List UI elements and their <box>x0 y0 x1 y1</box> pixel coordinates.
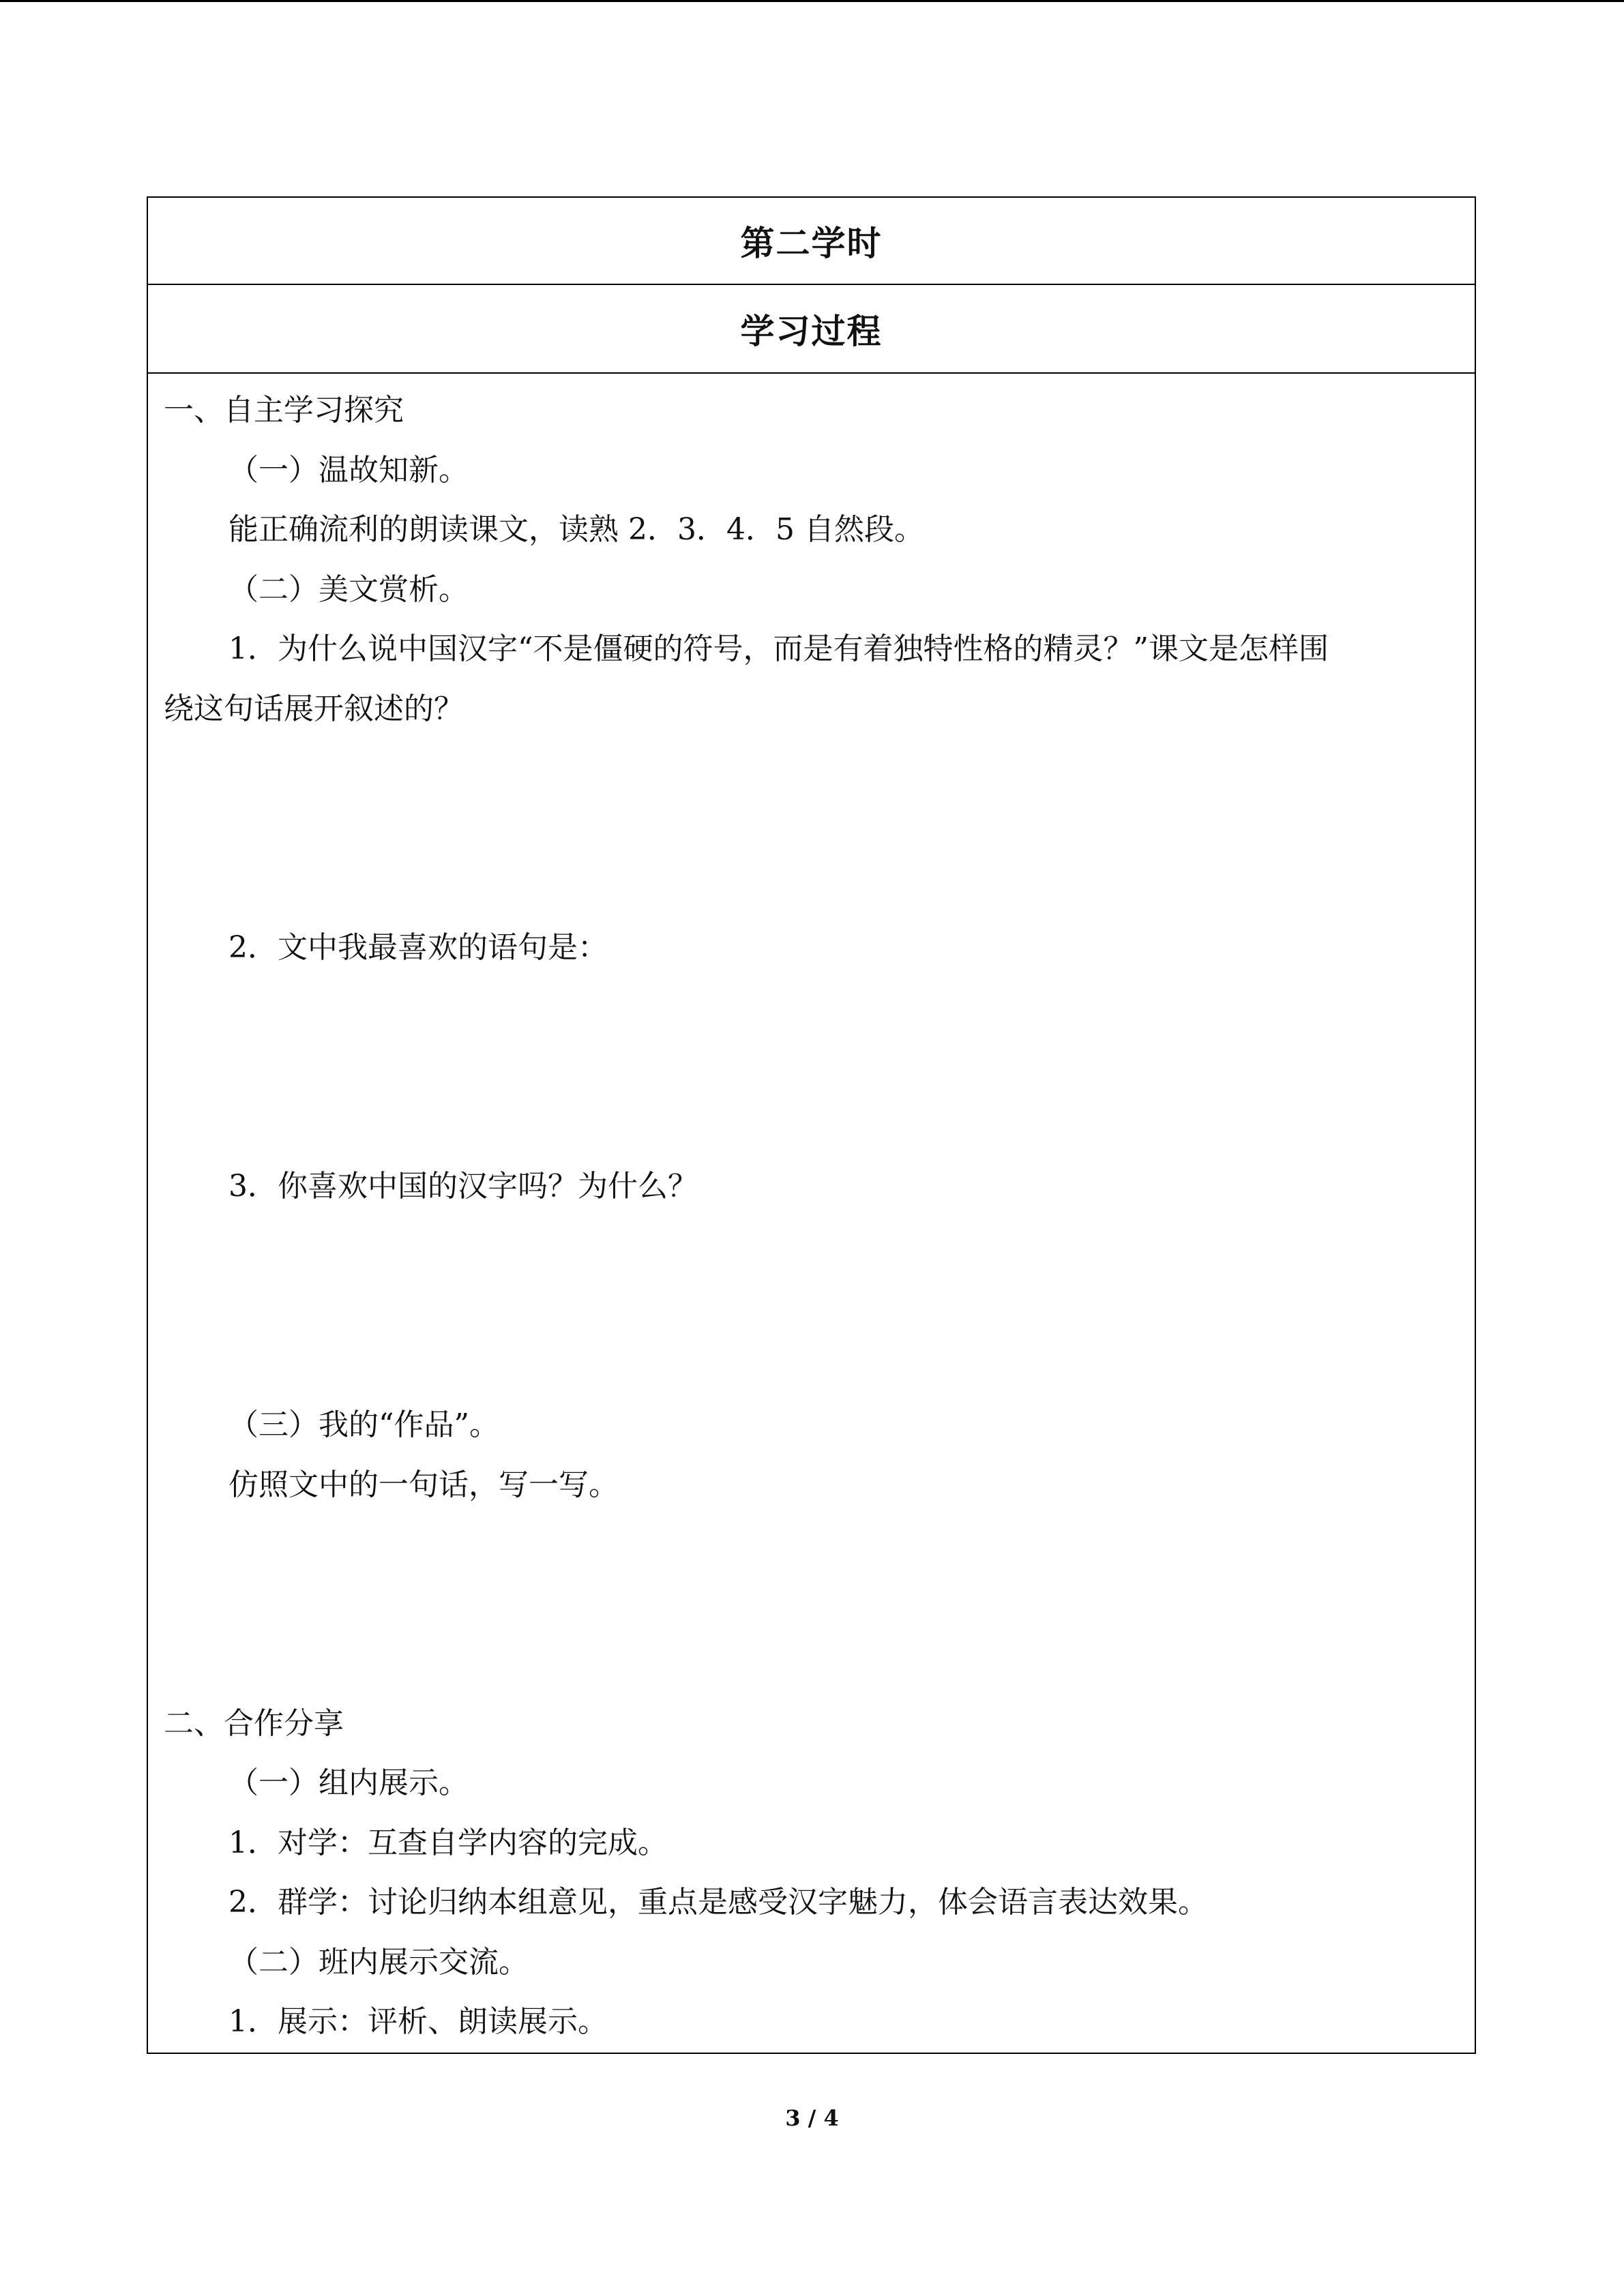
instruction-text: 能正确流利的朗读课文，读熟 2．3．4．5 自然段。 <box>228 512 924 547</box>
lesson-table <box>147 196 1476 2054</box>
subsection-class-exchange: （二）班内展示交流。 <box>228 1945 529 1980</box>
subsection-appreciation: （二）美文赏析。 <box>228 572 469 607</box>
subsection-review: （一）温故知新。 <box>228 453 469 488</box>
subsection-my-work: （三）我的“作品”。 <box>228 1407 499 1442</box>
display-item: 1．展示：评析、朗读展示。 <box>228 2004 608 2039</box>
section-heading-self-study: 一、自主学习探究 <box>164 393 404 428</box>
section-heading-cooperation: 二、合作分享 <box>164 1706 344 1741</box>
pair-study-item: 1．对学：互查自学内容的完成。 <box>228 1825 668 1860</box>
question-3: 3．你喜欢中国的汉字吗？为什么？ <box>228 1169 698 1204</box>
imitation-instruction: 仿照文中的一句话，写一写。 <box>228 1467 619 1502</box>
table-title: 第二学时 <box>148 198 1475 285</box>
top-border <box>0 0 1624 2</box>
question-1-line-2: 绕这句话展开叙述的？ <box>164 691 464 726</box>
table-subtitle: 学习过程 <box>148 285 1475 374</box>
group-study-item: 2．群学：讨论归纳本组意见，重点是感受汉字魅力，体会语言表达效果。 <box>228 1885 1208 1920</box>
question-2: 2．文中我最喜欢的语句是： <box>228 930 608 965</box>
question-1-line-1: 1．为什么说中国汉字“不是僵硬的符号，而是有着独特性格的精灵？”课文是怎样围 <box>228 631 1329 666</box>
page-number: 3 / 4 <box>785 2105 839 2131</box>
subsection-group-display: （一）组内展示。 <box>228 1765 469 1800</box>
